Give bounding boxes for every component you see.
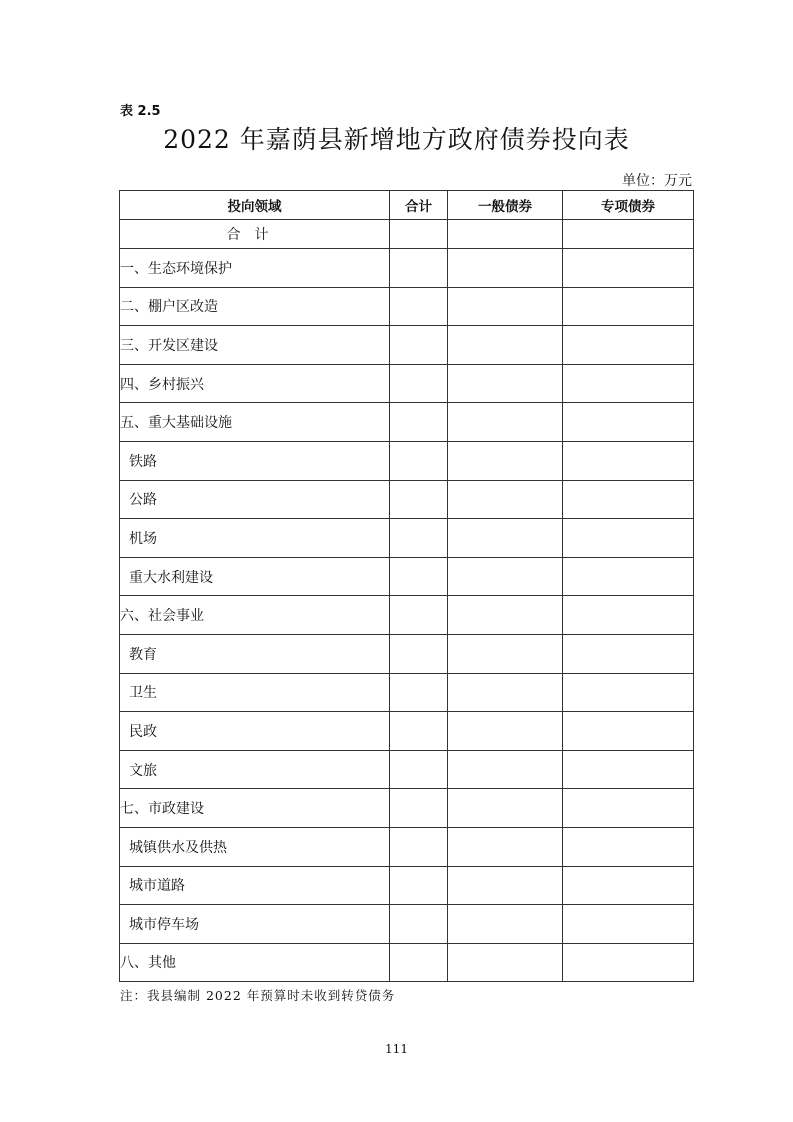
table-row: [120, 287, 694, 326]
page-number: 111: [385, 1042, 408, 1056]
special-bond-cell: [563, 789, 694, 828]
table-row: [120, 673, 694, 712]
table-row: [120, 905, 694, 944]
bond-allocation-table: [119, 190, 694, 982]
subcategory-name: 机场: [120, 519, 390, 558]
subcategory-name: 城市停车场: [120, 905, 390, 944]
total-cell: [390, 287, 448, 326]
general-bond-cell: [448, 750, 563, 789]
special-bond-cell: [563, 750, 694, 789]
general-bond-cell: [448, 249, 563, 288]
special-bond-cell: [563, 364, 694, 403]
table-row: [120, 480, 694, 519]
total-cell: [390, 326, 448, 365]
general-bond-cell: [448, 596, 563, 635]
general-bond-cell: [448, 364, 563, 403]
general-bond-cell: [448, 287, 563, 326]
general-bond-cell: [448, 827, 563, 866]
general-bond-cell: [448, 905, 563, 944]
total-cell: [390, 673, 448, 712]
general-bond-cell: [448, 943, 563, 982]
table-row: [120, 789, 694, 828]
category-name: 二、棚户区改造: [120, 287, 390, 326]
total-cell: [390, 480, 448, 519]
special-bond-cell: [563, 287, 694, 326]
special-bond-cell: [563, 712, 694, 751]
total-cell: [390, 249, 448, 288]
table-row: [120, 364, 694, 403]
table-row: [120, 827, 694, 866]
table-row: [120, 596, 694, 635]
table-row: [120, 249, 694, 288]
special-bond-cell: [563, 441, 694, 480]
unit-label: 单位：万元: [622, 173, 692, 189]
special-bond-cell: [563, 326, 694, 365]
table-row: [120, 750, 694, 789]
special-bond-cell: [563, 480, 694, 519]
column-header: 专项债券: [563, 191, 694, 220]
table-header-row: [120, 191, 694, 220]
general-bond-cell: [448, 634, 563, 673]
general-bond-cell: [448, 441, 563, 480]
subcategory-name: 公路: [120, 480, 390, 519]
column-header: 合计: [390, 191, 448, 220]
category-name: 七、市政建设: [120, 789, 390, 828]
total-cell: [390, 634, 448, 673]
table-row: [120, 712, 694, 751]
table-row: [120, 441, 694, 480]
special-bond-cell: [563, 827, 694, 866]
total-cell: [390, 403, 448, 442]
total-cell: [390, 364, 448, 403]
general-bond-cell: [448, 326, 563, 365]
total-cell: [390, 220, 448, 249]
category-name: 六、社会事业: [120, 596, 390, 635]
total-cell: [390, 441, 448, 480]
column-header: 投向领域: [120, 191, 390, 220]
table-label: 表 2.5: [120, 104, 161, 119]
subcategory-name: 城镇供水及供热: [120, 827, 390, 866]
page-title: 2022 年嘉荫县新增地方政府债券投向表: [163, 125, 630, 154]
footnote: 注：我县编制 2022 年预算时未收到转贷债务: [120, 988, 396, 1003]
subcategory-name: 文旅: [120, 750, 390, 789]
general-bond-cell: [448, 712, 563, 751]
total-row: [120, 220, 694, 249]
subcategory-name: 教育: [120, 634, 390, 673]
table-row: [120, 403, 694, 442]
category-name: 一、生态环境保护: [120, 249, 390, 288]
total-cell: [390, 943, 448, 982]
category-name: 八、其他: [120, 943, 390, 982]
table-row: [120, 326, 694, 365]
general-bond-cell: [448, 519, 563, 558]
general-bond-cell: [448, 557, 563, 596]
special-bond-cell: [563, 596, 694, 635]
column-header: 一般债券: [448, 191, 563, 220]
category-name: 三、开发区建设: [120, 326, 390, 365]
total-label: 合计: [120, 220, 390, 249]
total-cell: [390, 557, 448, 596]
special-bond-cell: [563, 557, 694, 596]
category-name: 五、重大基础设施: [120, 403, 390, 442]
subcategory-name: 铁路: [120, 441, 390, 480]
total-cell: [390, 789, 448, 828]
general-bond-cell: [448, 220, 563, 249]
total-cell: [390, 750, 448, 789]
subcategory-name: 卫生: [120, 673, 390, 712]
table-row: [120, 519, 694, 558]
subcategory-name: 重大水利建设: [120, 557, 390, 596]
subcategory-name: 城市道路: [120, 866, 390, 905]
total-cell: [390, 519, 448, 558]
table-row: [120, 866, 694, 905]
special-bond-cell: [563, 905, 694, 944]
special-bond-cell: [563, 866, 694, 905]
total-cell: [390, 712, 448, 751]
total-cell: [390, 905, 448, 944]
special-bond-cell: [563, 943, 694, 982]
special-bond-cell: [563, 220, 694, 249]
general-bond-cell: [448, 673, 563, 712]
special-bond-cell: [563, 634, 694, 673]
special-bond-cell: [563, 673, 694, 712]
total-cell: [390, 866, 448, 905]
special-bond-cell: [563, 403, 694, 442]
table-row: [120, 557, 694, 596]
general-bond-cell: [448, 866, 563, 905]
special-bond-cell: [563, 519, 694, 558]
table-row: [120, 943, 694, 982]
total-cell: [390, 596, 448, 635]
general-bond-cell: [448, 789, 563, 828]
general-bond-cell: [448, 480, 563, 519]
general-bond-cell: [448, 403, 563, 442]
subcategory-name: 民政: [120, 712, 390, 751]
special-bond-cell: [563, 249, 694, 288]
total-cell: [390, 827, 448, 866]
table-row: [120, 634, 694, 673]
category-name: 四、乡村振兴: [120, 364, 390, 403]
